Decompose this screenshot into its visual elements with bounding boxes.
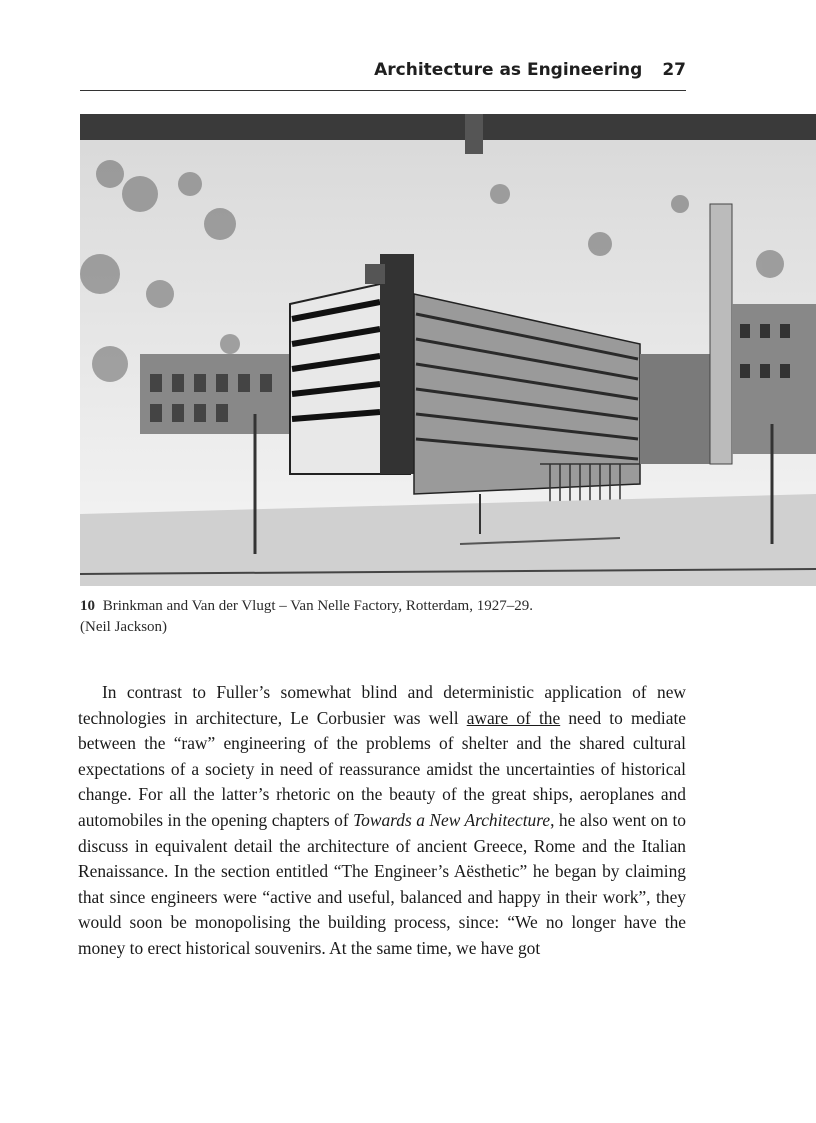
caption-text: Brinkman and Van der Vlugt – Van Nelle Factory, Rotterdam, 1927–29. [102,598,533,614]
paragraph [78,680,686,962]
header-rule [80,90,686,91]
running-head [80,60,686,80]
figure-number: 10 [80,598,95,614]
book-title: Towards a New Architecture [353,809,551,830]
page-number: 27 [662,60,686,80]
factory-photograph [80,114,816,586]
running-title: Architecture as Engineering [374,60,643,80]
photo-illustration [80,114,816,586]
paragraph-part-3: , he also went on to discuss in equivalent detail the architecture of ancient Greece, Rome and the Italian Renaissance. In the section entitled “The Engineer’s Aësthetic” he began by claiming that since engineers were “active and useful, balanced and happy in their work”, they would soon be monopolising the building process, since: “We no longer have the money to erect historical souvenirs. At the same time, we have got [78,809,686,958]
underlined-phrase: aware of the [466,707,561,728]
body-text [78,680,686,962]
paragraph-part-1: In contrast to Fuller’s somewhat blind and deterministic application of new technologies in architecture, Le Corbusier was well [78,682,686,728]
figure-caption [80,596,700,638]
photo-credit: (Neil Jackson) [80,619,168,635]
paragraph-part-2: need to mediate between the “raw” engineering of the problems of shelter and the shared cultural expectations of a society in need of reassurance amidst the uncertainties of historical change. For all the latter’s rhetoric on the beauty of the great ships, aeroplanes and automobiles in the opening chapters of [78,707,686,830]
